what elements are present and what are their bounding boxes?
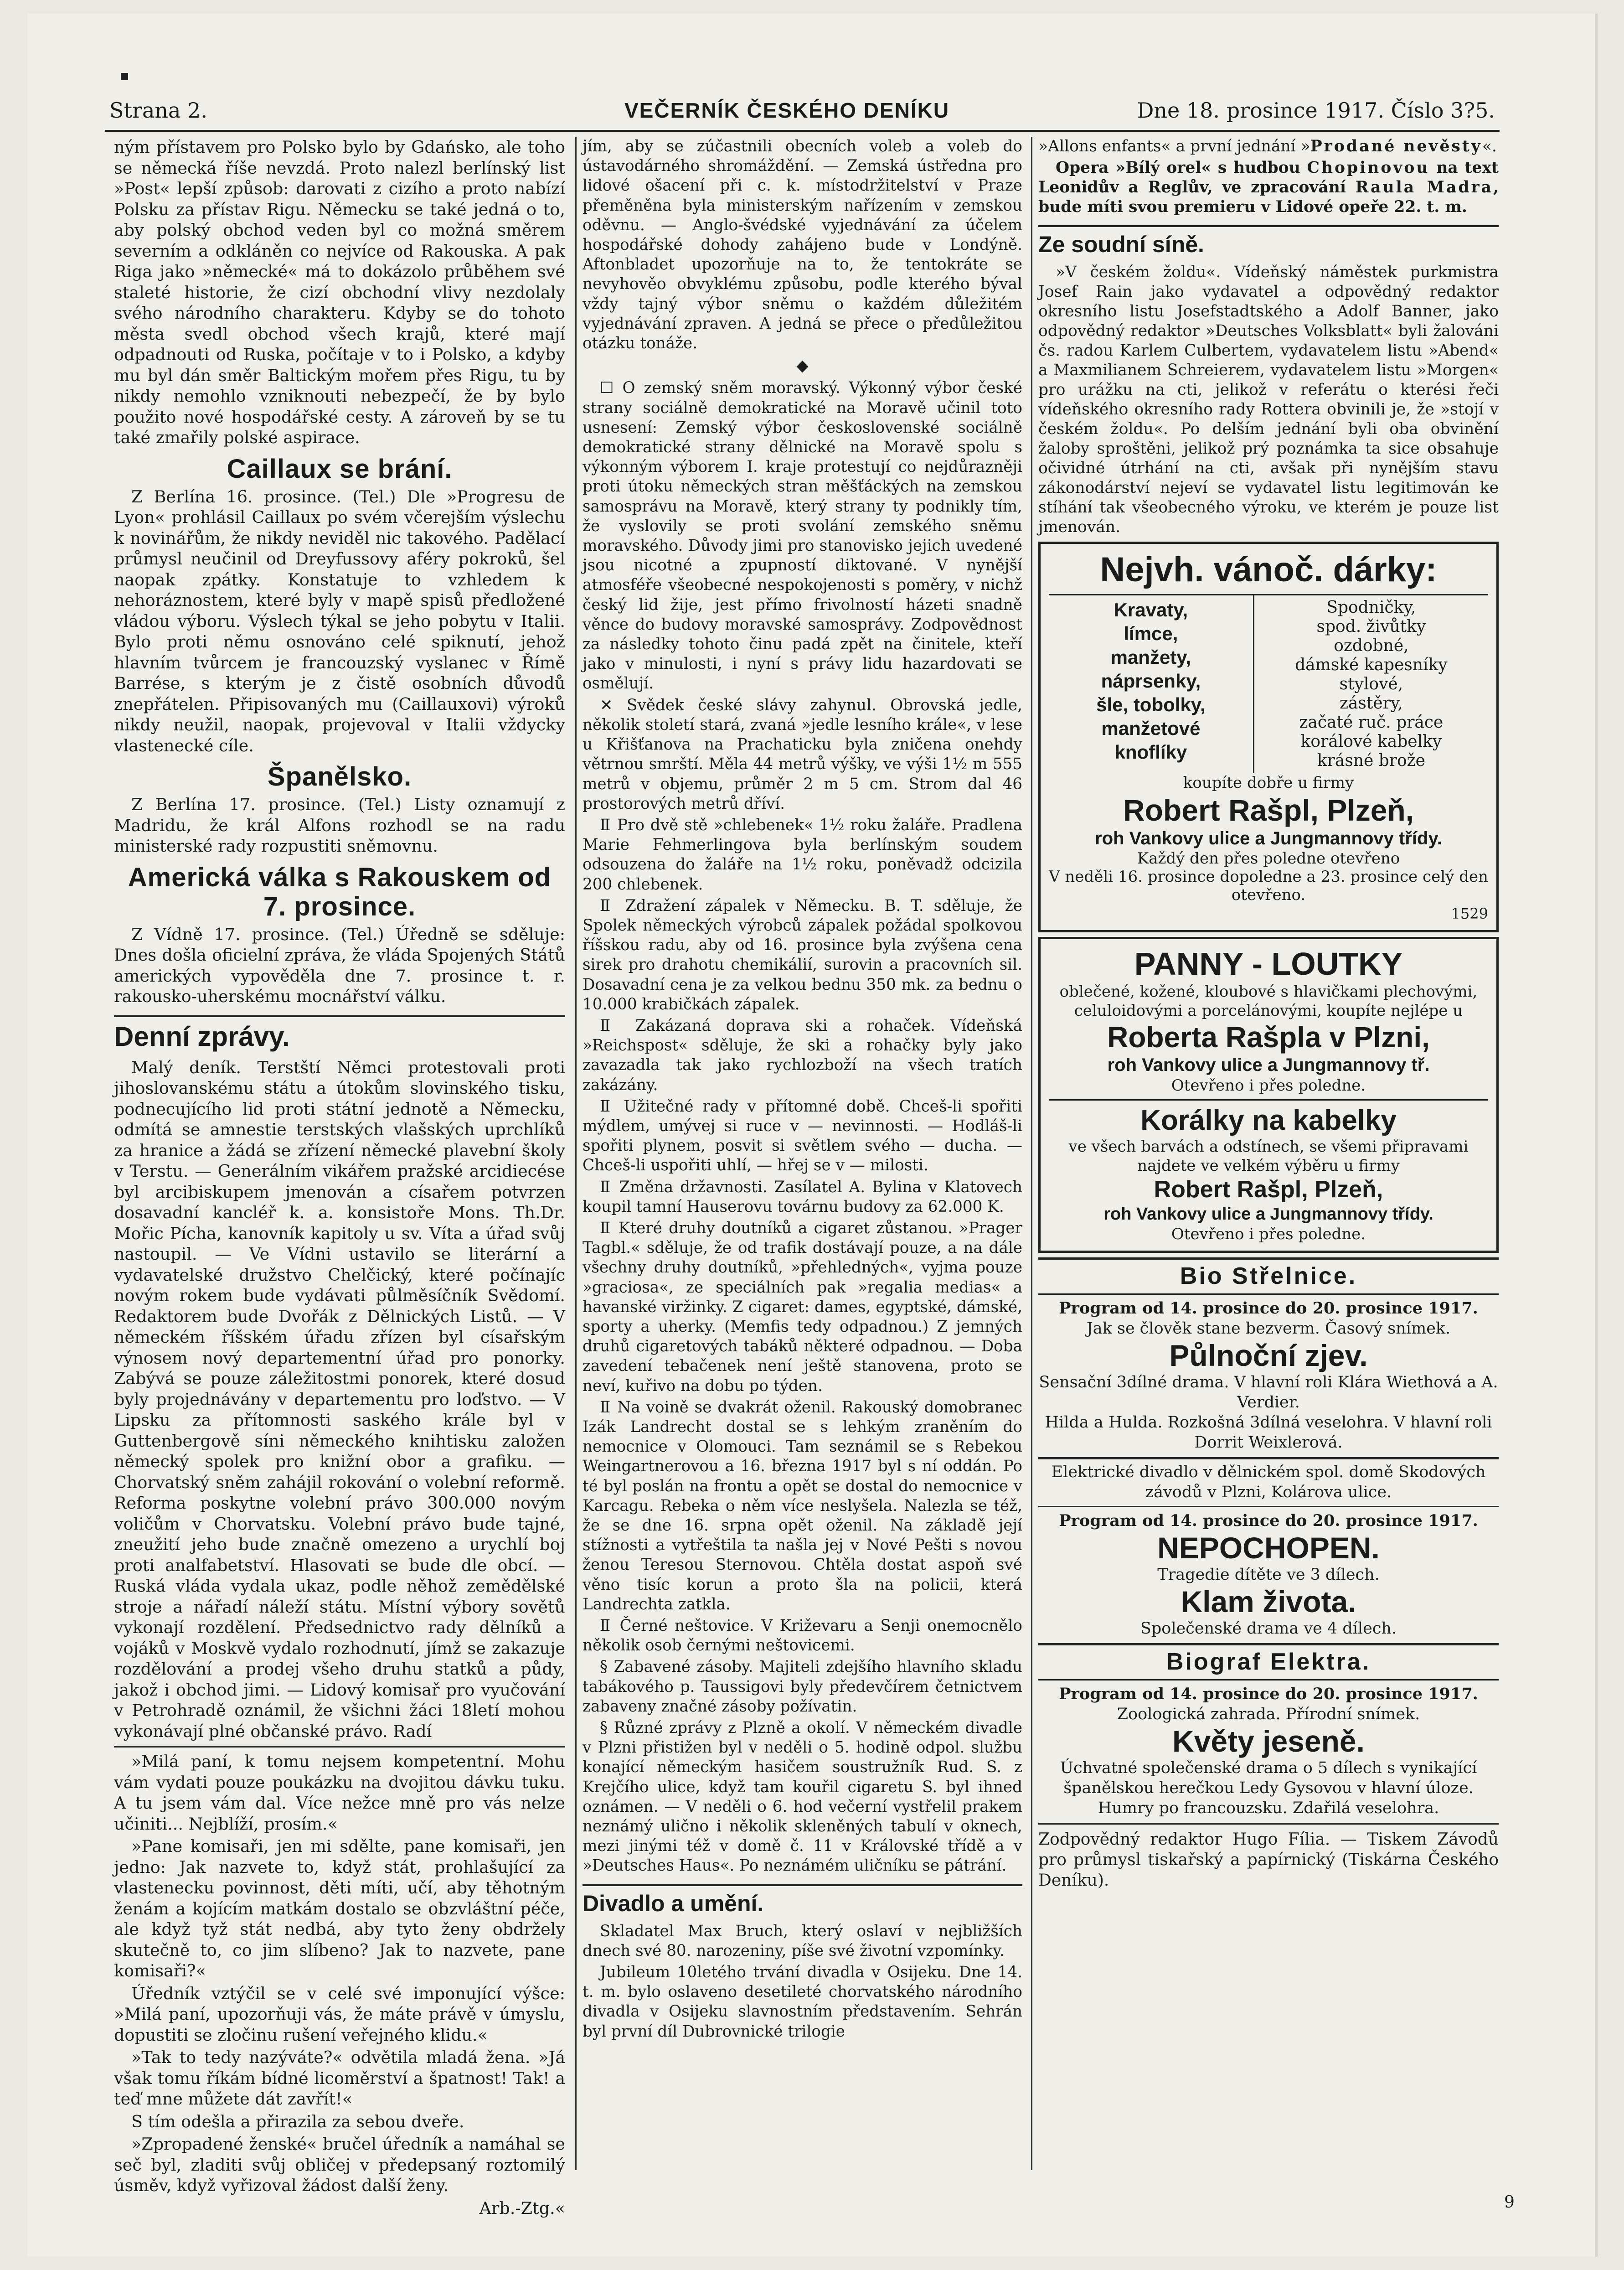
ad-gifts-grid: [1049, 594, 1488, 773]
ad-beads-firm: Robert Rašpl, Plzeň,: [1154, 1176, 1383, 1203]
cinema-theatre-feature: NEPOCHOPEN.: [1157, 1531, 1380, 1565]
cinema-elektra-line2: Úchvatné společenské drama o 5 dílech s vynikající španělskou herečkou Ledy Gysovou v hlavní úloze.: [1060, 1759, 1477, 1797]
cinema-bio-strelnice: [1038, 1257, 1499, 1453]
ad-dolls-title: PANNY - LOUTKY: [1134, 946, 1403, 982]
cinema-bio-name: Bio Střelnice.: [1180, 1263, 1357, 1289]
section-daily-news: Denní zprávy.: [114, 1015, 565, 1053]
headline-spain: Španělsko.: [267, 762, 412, 791]
ad-beads-street: roh Vankovy ulice a Jungmannovy třídy.: [1103, 1205, 1433, 1224]
story-source: Arb.-Ztg.«: [479, 2198, 565, 2218]
article-seized-stocks: § Zabavené zásoby. Majiteli zdejšího hlavního skladu tabákového p. Taussigovi byly předevčírem četnictvem zabaveny značné zásoby požívatin.: [583, 1658, 1022, 1716]
ad-gifts-number: 1529: [1451, 905, 1488, 922]
ad-dolls-text: oblečené, kožené, kloubové s hlavičkami plechovými, celuloidovými a porcelánovými, koupíte nejlépe u: [1059, 982, 1478, 1020]
cinema-bio-line3: Hilda a Hulda. Rozkošná 3dílná veselohra. V hlavní roli Dorrit Weixlerová.: [1045, 1413, 1492, 1452]
cinema-theatre-note: Elektrické divadlo v dělnickém spol. domě Skodových závodů v Plzni, Kolárova ulice.: [1051, 1463, 1486, 1501]
article-white-eagle: Opera »Bílý orel« s hudbou Chopinovou na text Leonidův a Reglův, ve zpracování Raula Madra, bude míti svou premieru v Lidové opeře 22. t. m.: [1038, 159, 1499, 216]
headline-caillaux: Caillaux se brání.: [227, 454, 453, 484]
article-prodana: »Allons enfants« a první jednání »Prodané nevěsty«.: [1038, 137, 1497, 155]
masthead-title: VEČERNÍK ČESKÉHO DENÍKU: [624, 98, 950, 122]
story-para-2: »Pane komisaři, jen mi sdělte, pane komisaři, jen jedno: Jak nazvete to, když stát, prohlašující za vlastenecku povinnost, děti míti, učí, aby těhotným ženám a kojícím matkám dostalo se obzvláštní péče, ale když tyž stát nedbá, aby tyto ženy obdržely skutečně to, co jim slíbeno? Jak to nazvete, pane komisaři?«: [114, 1836, 565, 1980]
ad-gifts-buy-line: koupíte dobře u firmy: [1183, 774, 1354, 792]
header-rule: [105, 130, 1500, 132]
column-1: [114, 137, 565, 2218]
issue-date: Dne 18. prosince 1917. Číslo 3?5.: [1137, 98, 1495, 123]
article-plzen-news: § Různé zprávy z Plzně a okolí. V německém divadle v Plzni přistižen byl v neděli o 5. hodině odpol. službu konající německým hasičem soustružník Rud. S. z Krejčího ulice, když tam kouřil cigaretu S. byl ihned oznámen. — V neděli o 6. hod večerní vystřelil prakem neznámý ulično i několik skleněných tabulí v oknech, mezi jinými též v domě č. 11 v Královské třídě a v »Deutsches Haus«. Po neznámém uličníku se pátrání.: [583, 1719, 1022, 1875]
column-divider-1: [575, 137, 577, 2170]
article-ownership: Ⅱ Změna državnosti. Zasílatel A. Bylina v Klatovech koupil tamní Hauserovu továrnu budovy za 62.000 K.: [583, 1178, 1022, 1216]
story-para-6: »Zpropadené ženské« bručel úředník a namáhal se seč byl, zladiti svůj obličej v předepsaný roztomilý úsměv, když vyřizoval žádost další ženy.: [114, 2134, 565, 2195]
article-ski-ban: Ⅱ Zakázaná doprava ski a rohaček. Vídeňská »Reichspost« sděluje, že ski a rohačky byly jako zavazadla tak jako rychlozboží na všech tratích zakázány.: [583, 1016, 1022, 1094]
corner-dot: [121, 73, 128, 80]
article-matches: Ⅱ Zdražení zápalek v Německu. B. T. sděluje, že Spolek německých výrobců zápalek požádal spolkovou říšskou radu, aby od 16. prosince byla zvýšena cena sirek pro drahotu chemikálií, surovin a pracovních sil. Dosavadní cena je za velkou bednu 350 mk. za bednu o 10.000 krabičkách zápalek.: [583, 896, 1022, 1013]
article-osijek: Jubileum 10letého trvání divadla v Osijeku. Dne 14. t. m. bylo oslaveno desetileté chorvatského národního divadla v Osijeku slavnostním představením. Sehrán byl první díl Dubrovnické trilogie: [583, 1963, 1022, 2041]
ad-dolls-hours: Otevřeno i přes poledne.: [1171, 1076, 1366, 1095]
ad-gifts-street: roh Vankovy ulice a Jungmannovy třídy.: [1095, 828, 1442, 848]
article-bread-theft: Ⅱ Pro dvě stě »chlebenek« 1½ roku žaláře. Pradlena Marie Fehmerlingova byla berlínským soudem odsouzena do žaláře na 1½ roku, poněvadž odcizila 200 chlebenek.: [583, 816, 1022, 894]
article-bigamy: Ⅱ Na voině se dvakrát oženil. Rakouský domobranec Izák Landrecht dostal se s lehkým zraněním do nemocnice v Olomouci. Tam seznámil se s Rebekou Weingartnerovou a 16. března 1917 byl s ní oddán. Po té byl poslán na frontu a opět se dostal do nemocnice v Karcagu. Rebeka o něm více neslyšela. Nalezla se též, že se dne 16. srpna opět oženil. Na základě její stížnosti a vytřeštila ta našla jej v Nové Pešti s novou ženou Teresou Sternovou. Chtěla dostat aspoň své věno tisíc korun a proto šla na policii, která Landrechta zatkla.: [583, 1398, 1022, 1613]
cinema-elektra-name: Biograf Elektra.: [1166, 1649, 1371, 1675]
article-cigars: Ⅱ Které druhy doutníků a cigaret zůstanou. »Prager Tagbl.« sděluje, že od trafik dostávají pouze, a na dále všechny druhy doutníků, »přehledných«, vyjma pouze »graciosa«, ze speciálních pak »regalia medias« a havanské viržinky. Z cigaret: dames, egyptské, dámské, sporty a uherky. (Memfis tedy odpadnou.) Z jemných druhů cigaretových tabáků některé odpadnou. — Doba zavedení tebačenek není ještě stanovena, proto se neví, kuřivo na dobu po týden.: [583, 1219, 1022, 1395]
story-para-4: »Tak to tedy nazýváte?« odvětila mladá žena. »Já však tomu říkám bídné licoměrství a špatnost! Tak! a teď mne můžete dát zavřít!«: [114, 2048, 565, 2109]
cinema-bio-line1: Jak se člověk stane bezverm. Časový snímek.: [1086, 1319, 1451, 1338]
column-3: [1038, 137, 1499, 1891]
article-gdansk: ným přístavem pro Polsko bylo by Gdańsko, ale toho se německá říše nevzdá. Proto nalezl berlínský list »Post« lepší způsob: darovati z cizího a proto nabízí Polsku za přístav Rigu. Německu se také jedná o to, aby polský obchod veden byl co možná směrem severním a odkláněn co nejvíce od Rakouska. A pak Riga jako »německé« má to dokázolo průběhem své staleté historie, že cizí obchodní vlivy nezdolaly svého národního charakteru. Kdyby se do tohoto města svedl obchod všech krajů, které mají odpadnouti od Ruska, počítaje v to i Polsko, a kdyby mu byl dán směr Baltickým mořem přes Rigu, tu by nikdy nemohlo vzniknouti nebezpečí, že by bylo použito nové hospodářské cesty. A zároveň by se tu také zmařily polské aspirace.: [114, 137, 565, 447]
column-divider-2: [1031, 137, 1032, 2170]
cinema-bio-line2: Sensační 3dílné drama. V hlavní roli Klára Wiethová a A. Verdier.: [1039, 1373, 1498, 1412]
cinema-elektra-program: Program od 14. prosince do 20. prosince 1917.: [1059, 1685, 1478, 1703]
section-court: Ze soudní síně.: [1038, 225, 1499, 258]
separator-mark: ◆: [796, 357, 809, 375]
article-czech-pay: »V českém žoldu«. Vídeňský náměstek purkmistra Josef Rain jako vydavatel a odpovědný redaktor okresního listu Josefstadtského a Adolf Banner, jako odpovědný redaktor »Deutsches Volksblatt« byli žalováni čs. radou Karlem Culbertem, vydavatelem listu »Abend« a Maxmilianem Schreierem, vydavatelem listu »Morgen« pro urážku na cti, jelikož v referátu o kterési řeči vídeňského okresního rady Rottera obvinili je, že »stojí v českém žoldu«. Po delším jednání byli oba obvinění žaloby sproštěni, jelikož prý poznámka ta sice obsahuje očividné útrhání na cti, avšak při nynějším stavu zákonodárství nejeví se vydavatel listu legitimován ke stíhání tak všeobecného výroku, ve kterém je pouze list jmenován.: [1038, 263, 1499, 536]
ad-beads-hours: Otevřeno i přes poledne.: [1171, 1225, 1366, 1243]
ad-beads-text: ve všech barvách a odstínech, se všemi připravami najdete ve velkém výběru u firmy: [1068, 1138, 1469, 1175]
cinema-elektra-line1: Zoologická zahrada. Přírodní snímek.: [1117, 1705, 1420, 1723]
headline-america: Americká válka s Rakouskem od 7. prosince.: [128, 862, 552, 921]
page-mark: 9: [1504, 2193, 1515, 2212]
story-para-5: S tím odešla a přirazila za sebou dveře.: [131, 2111, 464, 2131]
ad-dolls-street: roh Vankovy ulice a Jungmannovy tř.: [1107, 1055, 1430, 1075]
article-max-bruch: Skladatel Max Bruch, který oslaví v nejbližších dnech své 80. narozeniny, píše své životní vzpomínky.: [583, 1922, 1022, 1960]
cinema-bio-feature: Půlnoční zjev.: [1169, 1339, 1368, 1372]
cinema-theatre-line1: Tragedie dítěte ve 3 dílech.: [1157, 1566, 1380, 1584]
ad-gifts-firm: Robert Rašpl, Plzeň,: [1123, 793, 1414, 827]
story-para-3: Úředník vztýčil se v celé své imponující výšce: »Milá paní, upozorňuji vás, že máte právě v úmyslu, dopustiti se zločinu rušení veřejného klidu.«: [114, 1983, 565, 2045]
story-para-1: »Milá paní, k tomu nejsem kompetentní. Mohu vám vydati pouze poukázku na dvojitou dávku tuku. A tu jsem vám dal. Více nežce mně pro vás nelze učiniti... Nejblíží, prosím.«: [114, 1752, 565, 1834]
ad-beads-title: Korálky na kabelky: [1140, 1105, 1397, 1136]
cinema-theatre-program: Program od 14. prosince do 20. prosince 1917.: [1059, 1511, 1478, 1530]
ad-dolls: [1038, 937, 1499, 1253]
article-moravian-diet: ☐ O zemský sněm moravský. Výkonný výbor české strany sociálně demokratické na Moravě učinil toto usnesení: Zemský výbor československé sociálně demokratické strany dělnické na Moravě spolu s výkonným výborem I. kraje protestují co nejdůrazněji proti útoku německých stran měšťáckých na zemskou samosprávu na Moravě, který strany ty podnikly tím, že vyslovily se proti svolání zemského sněmu moravského. Důvody jimi pro stanovisko jejich uvedené jsou nicotné a zpupností diktované. V nynější atmosféře všeobecné nespokojenosti s poměry, v nichž český lid žije, jest přímo frivolností házeti snadně věnce do budovy moravské samosprávy. Zodpovědnost za následky tohoto činu padá zpět na činitele, kteří jako v minulosti, i nyní s právy lidu hazardovati se osmělují.: [583, 379, 1022, 693]
article-caillaux: Z Berlína 16. prosince. (Tel.) Dle »Progresu de Lyon« prohlásil Caillaux po svém včerejším výslechu k novinářům, že nikdy neviděl nic takového. Padělací průmysl neučinil od Dreyfussovy aféry pokroků, šel naopak zpátky. Konstatuje to vzhledem k nehoráznostem, které byly v mapě spisů předložené vládou výboru. Výslech týkal se jeho pobytu v Italii. Bylo proti němu osnováno celé spiknutí, jehož hlavním tvůrcem je francouzský vyslanec v Římě Barrése, s kterým je z čistě osobních důvodů znepřátelen. Připisovaných mu (Caillauxovi) výroků nikdy neužil, naopak, projevoval v Italii vždycky vlastenecké cíle.: [114, 486, 565, 755]
cinema-elektra-line3: Humry po francouzsku. Zdařilá veselohra.: [1098, 1799, 1439, 1817]
ad-divider: [1049, 1099, 1488, 1101]
ad-gifts-list-right: Spodničky, spod. živůtky ozdobné, dámské kapesníky stylové, zástěry, začaté ruč. práce korálové kabelky krásné brože: [1295, 598, 1448, 770]
cinema-elektra-feature: Květy jeseně.: [1172, 1724, 1365, 1758]
article-elections: jím, aby se zúčastnili obecních voleb a voleb do ústavodárného shromáždění. — Zemská ústředna pro lidové ošacení při c. k. místodržitelství v Praze přeměněna byla ministerským nařízením v zemskou oděvnu. — Anglo-švédské vyjednávání za účelem hospodářské dohody zahájeno bude v Londýně. Aftonbladet upozorňuje na to, že tentokráte se nevyhověo obvyklému způsobu, podle kterého býval vždy tajný výbor sněmu o každém důležitém vyjednávání zpraven. A jedná se přece o předůležitou otázku tonáže.: [583, 137, 1022, 353]
ad-gifts-hours: Každý den přes poledne otevřeno: [1137, 849, 1400, 868]
article-fir-tree: ✕ Svědek české slávy zahynul. Obrovská jedle, několik století stará, zvaná »jedle lesního krále«, v lese u Křišťanova na Prachaticku byla zničena onehdy větrnou smrští. Měla 44 metrů výšky, ve výši 1½ m 555 metrů v objemu, průměr 2 m 5 cm. Strom dal 46 prostorových metrů dříví.: [583, 696, 1022, 813]
story-divider: [114, 1746, 565, 1748]
cinema-bio-program: Program od 14. prosince do 20. prosince 1917.: [1059, 1299, 1478, 1318]
section-theatre-arts: Divadlo a umění.: [583, 1884, 1022, 1917]
article-maly-denik: Malý deník. Terstští Němci protestovali proti jihoslovanskému státu a útokům slovinského tisku, podnecujícího lid proti státní jednotě a Německu, odmítá se amnestie terstských vlašských uprchlíků za hranice a žádá se zřízení německé plavební školy v Terstu. — Generálním vikářem pražské arcidiecése byl arcibiskupem jmenován a císařem potvrzen dosavadní kancléř k. a. konsistoře Mons. Th.Dr. Mořic Pícha, kanovník kapitoly u sv. Víta a úřad svůj nastoupil. — Ve Vídni ustavilo se literární a vydavatelské družstvo Chelčický, které počínajíc novým rokem bude vydávati půlměsíčník Svědomí. Redaktorem bude Dvořák z Dělnických Listů. — V německém říšském úřadu zřízen byl císařským výnosem nový departementní úřad pro ponorky. Zabývá se pouze záležitostmi ponorek, které dosud byly projednávány v departementu pro loďstvo. — V Lipsku za přítomnosti saského krále byl v Guttenbergově síni německého knihtisku založen německý spolek pro knižní obor a grafiku. — Chorvatský sněm zahájil rokování o volební reformě. Reforma poskytne volební právo 300.000 novým voličům v Chorvatsku. Volební právo bude tajné, zneužití jeho bude značně omezeno a urychlí boj proti analfabetství. Hlasovati se bude dle obcí. — Ruská vláda vydala ukaz, podle něhož zemědělské stroje a nářadí náleží státu. Místní výbory sovětů vykonají rozdělení. Předsednictvo rady dělníků a vojáků v Moskvě vydalo rozhodnutí, jímž se zakazuje rozdělování a prodej všeho druhu statků a půdy, jakož i obchod jimi. — Lidový komisař pro vyučování v Petrohradě oznámil, že všichni žáci 18letí mohou vykonávají plné občanské právo. Radí: [114, 1057, 565, 1741]
ad-gifts-title: Nejvh. vánoč. dárky:: [1100, 550, 1437, 589]
article-america: Z Vídně 17. prosince. (Tel.) Úředně se sděluje: Dnes došla oficielní zpráva, že vláda Spojených Států amerických vypověděla dne 7. prosince t. r. rakousko-uherskému mocnářství válku.: [114, 924, 565, 1006]
cinema-theatre-line2: Společenské drama ve 4 dílech.: [1140, 1619, 1397, 1638]
article-advice: Ⅱ Užitečné rady v přítomné době. Chceš-li spořiti mýdlem, umývej si ruce v — nevinnosti. — Hodláš-li spořiti plynem, posvit si světlem svého — ducha. — Chceš-li uspořiti uhlí, — hřej se v — milosti.: [583, 1097, 1022, 1175]
page-header: [109, 98, 1495, 125]
cinema-elektra: [1038, 1643, 1499, 1818]
cinema-theatre-feature2: Klam života.: [1181, 1585, 1356, 1618]
ad-gifts-list-left: Kravaty, límce, manžety, náprsenky, šle, tobolky, manžetové knoflíky: [1049, 595, 1254, 773]
article-smallpox: Ⅱ Černé neštovice. V Križevaru a Senji onemocnělo několik osob černými neštovicemi.: [583, 1617, 1022, 1655]
ad-gifts-sunday: V neděli 16. prosince dopoledne a 23. prosince celý den otevřeno.: [1049, 868, 1488, 904]
page-label: Strana 2.: [109, 98, 207, 123]
ad-dolls-firm: Roberta Rašpla v Plzni,: [1107, 1021, 1430, 1054]
column-2: [583, 137, 1022, 2043]
article-spain: Z Berlína 17. prosince. (Tel.) Listy oznamují z Madridu, že král Alfons rozhodl se na radu ministerské rady rozpustiti sněmovnu.: [114, 795, 565, 856]
ad-christmas-gifts: [1038, 542, 1499, 932]
cinema-electric-theatre: [1038, 1457, 1499, 1639]
imprint: Zodpovědný redaktor Hugo Fília. — Tiskem Závodů pro průmysl tiskařský a papírnický (Tiskárna Českého Deníku).: [1038, 1823, 1499, 1891]
